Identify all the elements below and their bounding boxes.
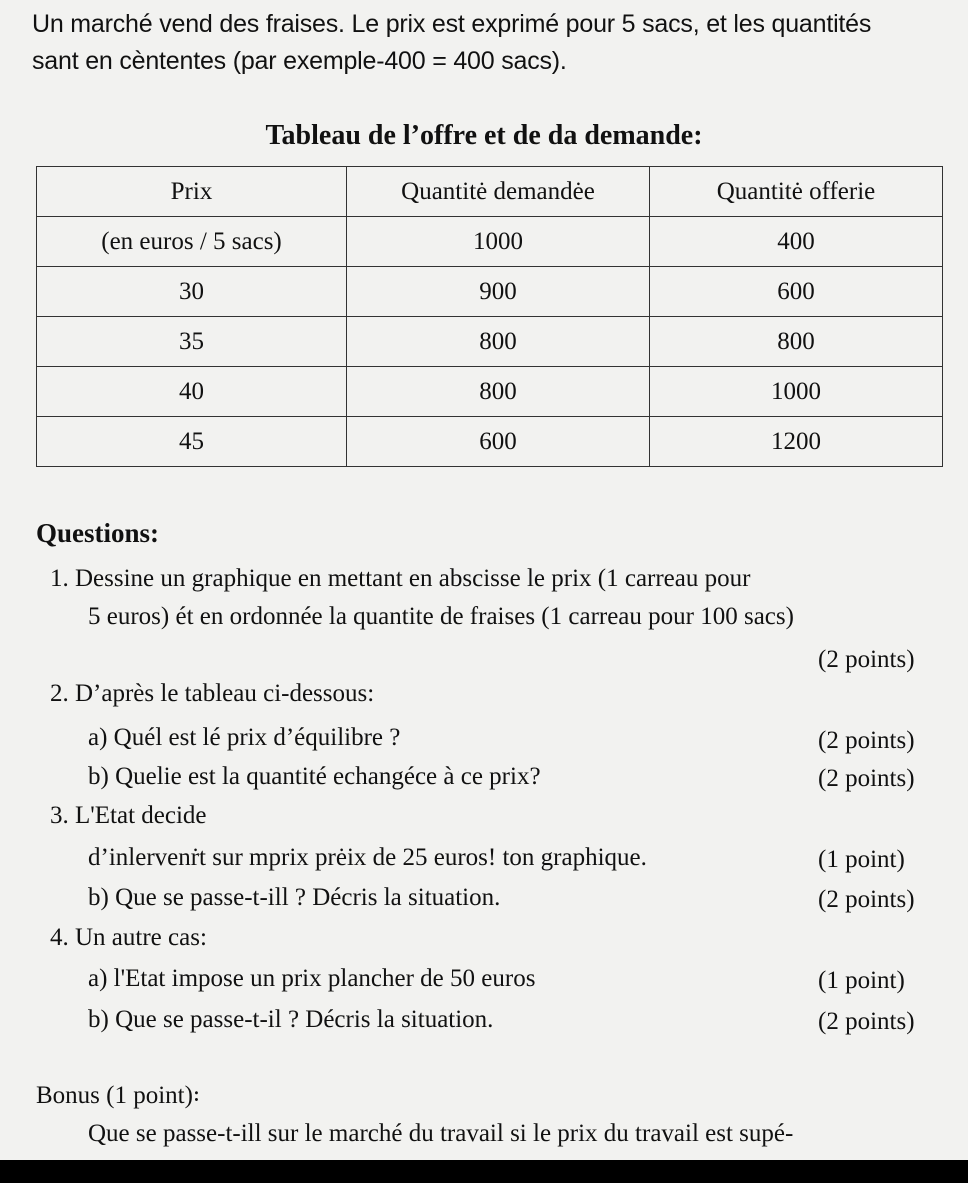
q3-b: b) Que se passe-t-ill ? Décris la situation. <box>88 884 501 911</box>
table-row <box>37 267 943 317</box>
table-row <box>37 217 943 267</box>
table-cell: 40 <box>37 367 347 417</box>
q4-b-points: (2 points) <box>818 1008 915 1035</box>
table-cell: 600 <box>650 267 943 317</box>
q1-points: (2 points) <box>818 646 915 673</box>
supply-demand-table <box>36 166 943 467</box>
bonus-text: Que se passe-t-ill sur le marché du travail si le prix du travail est supé- <box>88 1120 794 1147</box>
q1-line-1: 1. Dessine un graphique en mettant en abscisse le prix (1 carreau pour <box>50 565 751 592</box>
q3-line-2: d’inlervenṙt sur mprix prėix de 25 euros! ton graphique. <box>88 844 647 871</box>
q4-a-points: (1 point) <box>818 967 905 994</box>
header-prix: Prix <box>37 167 347 217</box>
table-cell: 1000 <box>347 217 650 267</box>
q2-title: 2. D’après le tableau ci-dessous: <box>50 680 375 707</box>
table-cell: 1000 <box>650 367 943 417</box>
header-quantite-demandee: Quantitė demandėe <box>347 167 650 217</box>
q4-title: 4. Un autre cas: <box>50 924 207 951</box>
table-cell: 800 <box>650 317 943 367</box>
table-cell: 800 <box>347 317 650 367</box>
intro-line-2: sant en cèntentes (par exemple-400 = 400 sacs). <box>32 47 567 75</box>
table-cell: 1200 <box>650 417 943 467</box>
q3-title: 3. L'Etat decide <box>50 802 207 829</box>
questions-heading: Questions: <box>36 518 160 548</box>
q3-line-2-points: (1 point) <box>818 846 905 873</box>
q1-line-2: 5 euros) ét en ordonnée la quantite de fraises (1 carreau pour 100 sacs) <box>88 603 794 630</box>
intro-paragraph <box>32 6 952 80</box>
q4-b: b) Que se passe-t-il ? Décris la situation. <box>88 1006 494 1033</box>
table-cell: 400 <box>650 217 943 267</box>
bottom-black-bar <box>0 1160 968 1183</box>
bonus-heading: Bonus (1 point)꞉ <box>36 1082 200 1109</box>
q3-b-points: (2 points) <box>818 886 915 913</box>
table-cell: (en euros / 5 sacs) <box>37 217 347 267</box>
intro-line-1: Un marché vend des fraises. Le prix est exprimé pour 5 sacs, et les quantités <box>32 10 872 38</box>
table-cell: 600 <box>347 417 650 467</box>
q2-a-points: (2 points) <box>818 727 915 754</box>
q2-a: a) Quél est lé prix d’équilibre ? <box>88 724 401 751</box>
table-cell: 35 <box>37 317 347 367</box>
table-row <box>37 417 943 467</box>
q4-a: a) l'Etat impose un prix plancher de 50 euros <box>88 965 536 992</box>
table-row <box>37 317 943 367</box>
table-cell: 900 <box>347 267 650 317</box>
q2-b-points: (2 points) <box>818 765 915 792</box>
q2-b: b) Quelie est la quantité echangéce à ce prix? <box>88 763 541 790</box>
table-cell: 30 <box>37 267 347 317</box>
table-row <box>37 367 943 417</box>
table-header-row <box>37 167 943 217</box>
table-cell: 800 <box>347 367 650 417</box>
table-title: Tableau de l’offre et de da demande: <box>265 120 703 151</box>
header-quantite-offerte: Quantitė offerie <box>650 167 943 217</box>
table-cell: 45 <box>37 417 347 467</box>
